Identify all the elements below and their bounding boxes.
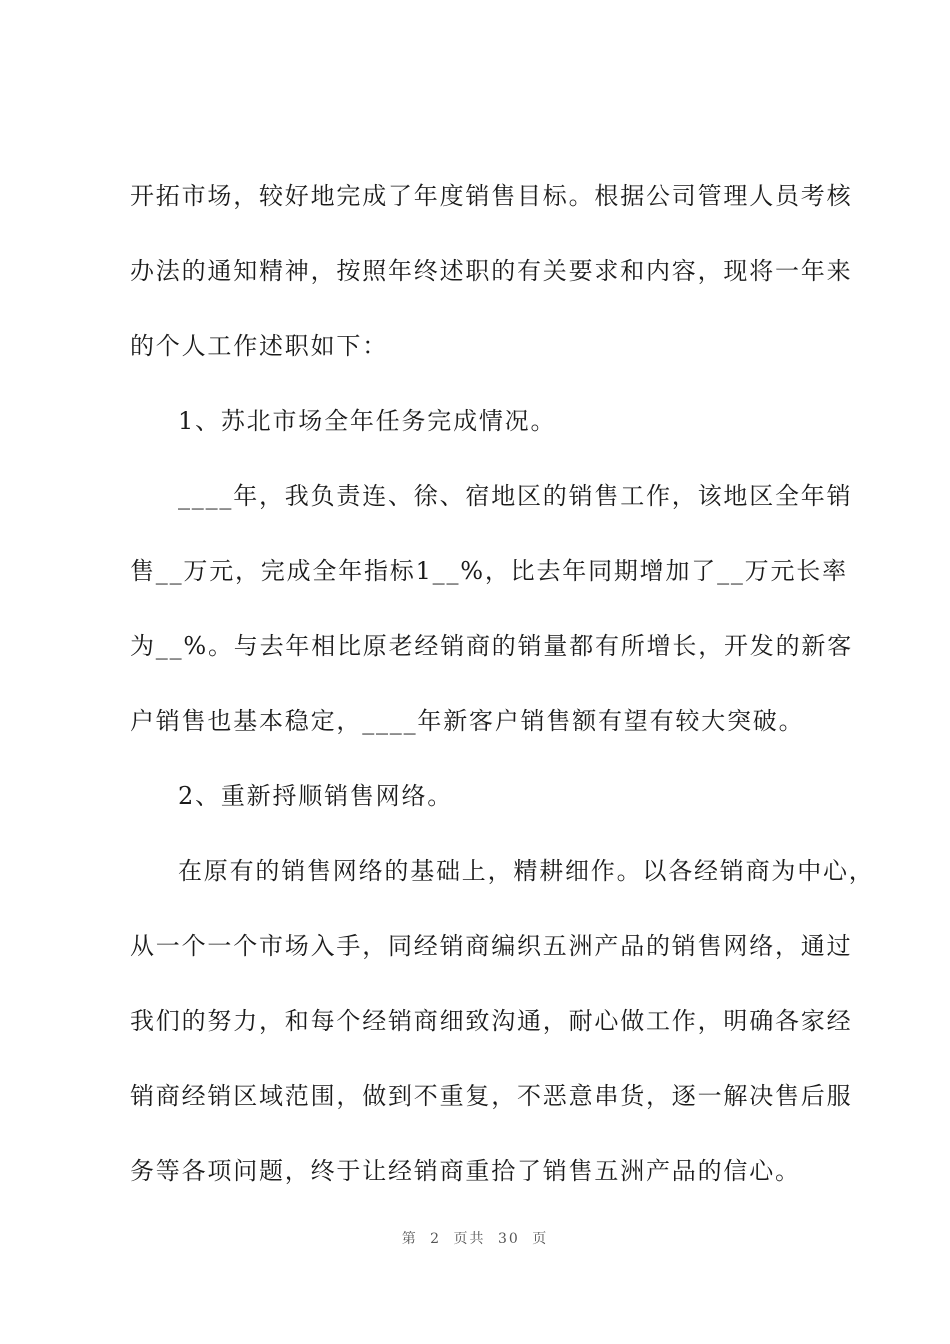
- paragraph-line: 户销售也基本稳定，____年新客户销售额有望有较大突破。: [130, 707, 805, 735]
- paragraph-line: 为__%。与去年相比原老经销商的销量都有所增长，开发的新客: [130, 632, 854, 660]
- section-heading: 2、重新捋顺销售网络。: [178, 782, 454, 810]
- paragraph-line: 办法的通知精神，按照年终述职的有关要求和内容，现将一年来: [130, 257, 853, 285]
- paragraph-line: 在原有的销售网络的基础上，精耕细作。以各经销商为中心，: [178, 857, 875, 885]
- paragraph-line: ____年，我负责连、徐、宿地区的销售工作，该地区全年销: [178, 482, 853, 510]
- section-heading: 1、苏北市场全年任务完成情况。: [178, 407, 557, 435]
- paragraph-line: 销商经销区域范围，做到不重复，不恶意串货，逐一解决售后服: [130, 1082, 853, 1110]
- paragraph-line: 从一个一个市场入手，同经销商编织五洲产品的销售网络，通过: [130, 932, 853, 960]
- paragraph-line: 开拓市场，较好地完成了年度销售目标。根据公司管理人员考核: [130, 182, 853, 210]
- paragraph-line: 售__万元，完成全年指标1__%，比去年同期增加了__万元长率: [130, 557, 848, 585]
- paragraph-line: 我们的努力，和每个经销商细致沟通，耐心做工作，明确各家经: [130, 1007, 853, 1035]
- paragraph-line: 务等各项问题，终于让经销商重拾了销售五洲产品的信心。: [130, 1157, 801, 1185]
- paragraph-line: 的个人工作述职如下：: [130, 332, 388, 360]
- page-number-footer: 第 2 页共 30 页: [401, 1231, 549, 1247]
